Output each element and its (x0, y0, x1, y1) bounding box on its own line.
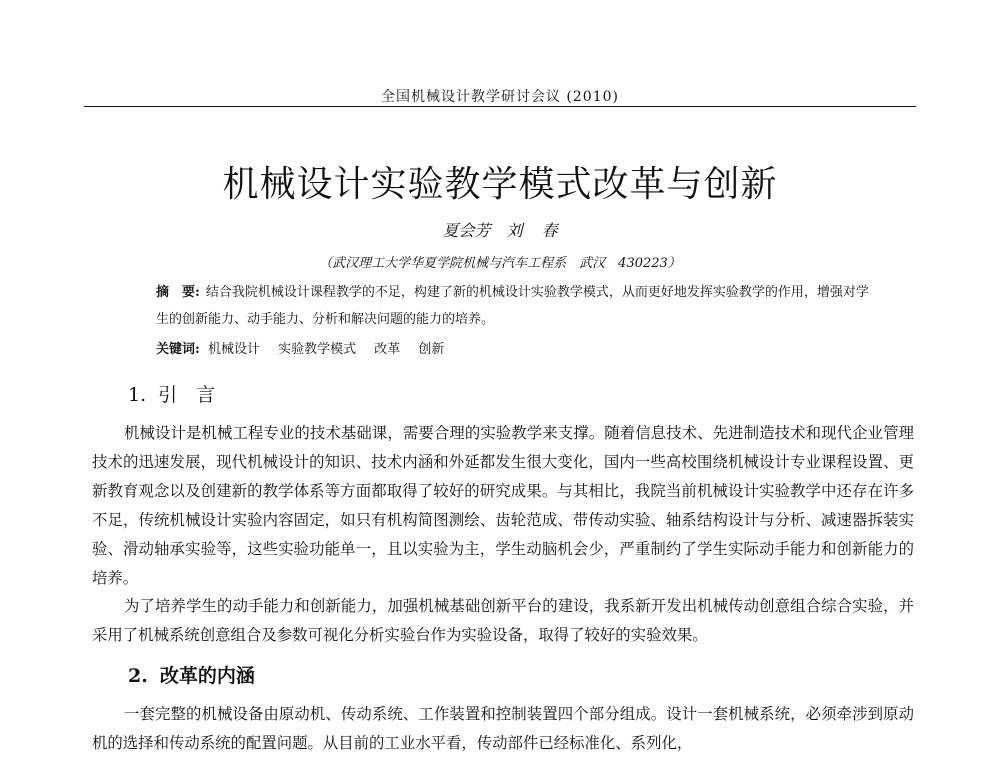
keywords-label: 关键词: (156, 342, 200, 357)
abstract (156, 279, 876, 333)
section-heading-introduction (128, 380, 215, 407)
keywords (156, 338, 876, 357)
abstract-label: 摘 要: (156, 285, 200, 300)
keyword-item: 改革 (374, 342, 401, 357)
section-title: 改革的内涵 (159, 665, 255, 687)
keyword-item: 创新 (418, 342, 445, 357)
section-number: 1. (128, 384, 147, 406)
article-title: 机械设计实验教学模式改革与创新 (222, 164, 778, 205)
author-list: 夏会芳 刘 春 (442, 221, 558, 240)
keyword-item: 机械设计 (207, 342, 260, 357)
section-number: 2. (128, 665, 148, 687)
section-title: 引 言 (158, 384, 216, 406)
body-paragraph: 一套完整的机械设备由原动机、传动系统、工作装置和控制装置四个部分组成。设计一套机械系统，必须牵涉到原动机的选择和传动系统的配置问题。从目前的工业水平看，传动部件已经标准化、系列化， (92, 705, 914, 752)
running-header: 全国机械设计教学研讨会议 (2010) (380, 89, 619, 105)
header-rule (84, 106, 916, 107)
body-paragraph: 为了培养学生的动手能力和创新能力，加强机械基础创新平台的建设，我系新开发出机械传动创意组合综合实验，并采用了机械系统创意组合及参数可视化分析实验台作为实验设备，取得了较好的实验效果。 (92, 597, 914, 644)
keyword-item: 实验教学模式 (278, 342, 357, 357)
author-affiliation: （武汉理工大学华夏学院机械与汽车工程系 武汉 430223） (319, 256, 681, 271)
abstract-text: 结合我院机械设计课程教学的不足，构建了新的机械设计实验教学模式，从而更好地发挥实验教学的作用，增强对学生的创新能力、动手能力、分析和解决问题的能力的培养。 (156, 285, 869, 327)
section-heading-reform (128, 661, 255, 688)
body-paragraph: 机械设计是机械工程专业的技术基础课，需要合理的实验教学来支撑。随着信息技术、先进制造技术和现代企业管理技术的迅速发展，现代机械设计的知识、技术内涵和外延都发生很大变化，国内一些高校围绕机械设计专业课程设置、更新教育观念以及创建新的教学体系等方面都取得了较好的研究成果。与其相比，我院当前机械设计实验教学中还存在许多不足，传统机械设计实验内容固定，如只有机构简图测绘、齿轮范成、带传动实验、轴系结构设计与分析、减速器拆装实验、滑动轴承实验等，这些实验功能单一，且以实验为主，学生动脑机会少，严重制约了学生实际动手能力和创新能力的培养。 (92, 424, 914, 587)
